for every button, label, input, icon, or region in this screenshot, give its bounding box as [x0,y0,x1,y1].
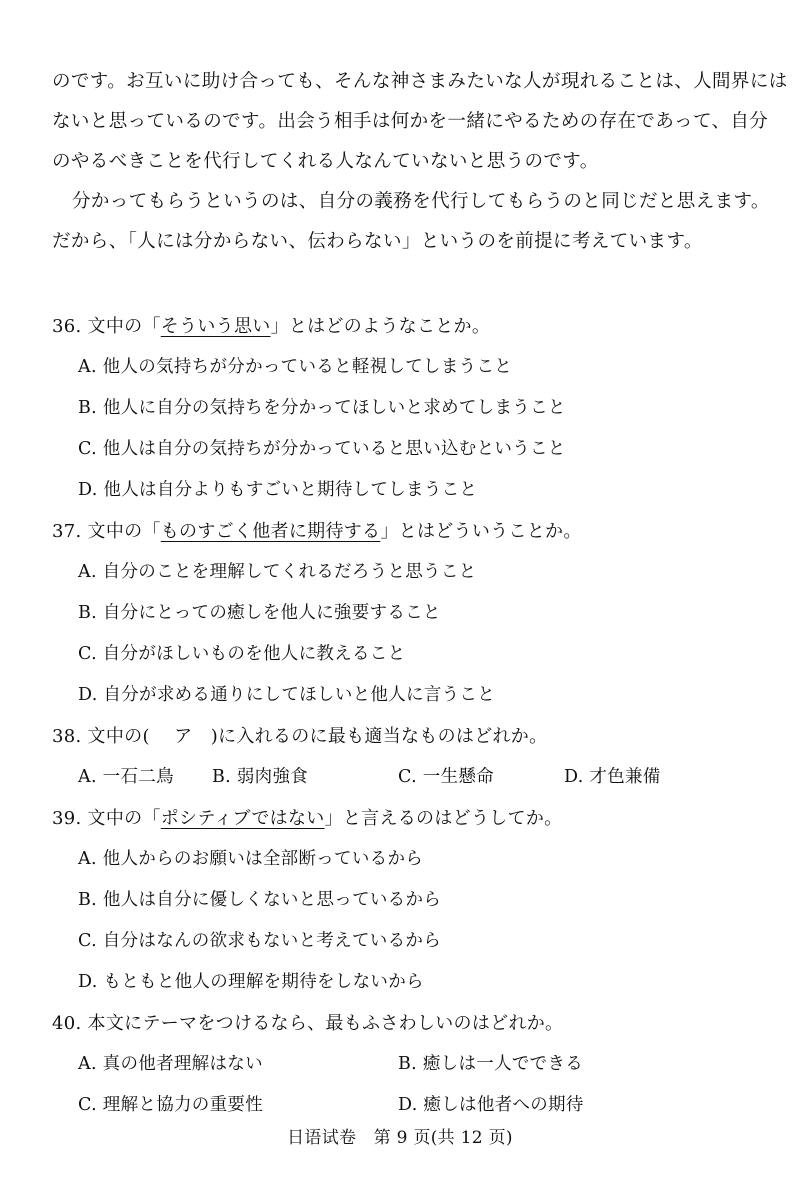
question-37-choice-d: D. 自分が求める通りにしてほしいと他人に言うこと [78,685,496,705]
question-39-quote: ポシティブではない [160,808,325,829]
question-38-stem: 38. 文中の( ア )に入れるのに最も適当なものはどれか。 [52,726,548,747]
question-36-prefix: 36. 文中の「 [52,316,161,337]
question-37-choice-a: A. 自分のことを理解してくれるだろうと思うこと [78,562,477,582]
passage-line: のです。お互いに助け合っても、そんな神さまみたいな人が現れることは、人間界には [52,71,788,92]
question-39-stem [52,798,752,839]
passage-line: ないと思っているのです。出会う相手は何かを一緒にやるための存在であって、自分 [52,111,769,132]
question-38-choice-b: B. 弱肉強食 [212,767,309,787]
passage-line: のやるべきことを代行してくれる人なんていないと思うのです。 [52,151,599,172]
question-40-choice-c: C. 理解と協力の重要性 [78,1095,263,1115]
question-37-choice-b: B. 自分にとっての癒しを他人に強要すること [78,603,441,623]
question-36-stem [52,306,752,347]
question-40-choice-a: A. 真の他者理解はない [78,1054,263,1074]
question-38-choice-d: D. 才色兼備 [564,767,661,787]
passage-line: だから、「人には分からない、伝わらない」というのを前提に考えています。 [52,231,703,252]
question-36-quote: そういう思い [160,316,271,337]
question-37-prefix: 37. 文中の「 [52,521,161,542]
question-39-prefix: 39. 文中の「 [52,808,161,829]
question-39-choice-a: A. 他人からのお願いは全部断っているから [78,849,424,869]
question-36-choice-c: C. 他人は自分の気持ちが分かっていると思い込むということ [78,439,566,459]
question-38-choice-c: C. 一生懸命 [398,767,494,787]
question-40-choices-row-1 [52,1044,752,1085]
page-footer: 日语试卷 第 9 页(共 12 页) [287,1128,513,1148]
question-40-choices-row-2 [52,1085,752,1126]
question-38-choices [52,757,752,798]
question-39-suffix: 」と言えるのはどうしてか。 [324,808,563,829]
question-36-suffix: 」とはどのようなことか。 [270,316,491,337]
question-37-suffix: 」とはどういうことか。 [380,521,582,542]
question-39-choice-b: B. 他人は自分に優しくないと思っているから [78,890,442,910]
question-39-choice-d: D. もともと他人の理解を期待をしないから [78,972,424,992]
question-40-choice-d: D. 癒しは他者への期待 [398,1095,584,1115]
question-36-choice-a: A. 他人の気持ちが分かっていると軽視してしまうこと [78,357,513,377]
question-37-quote: ものすごく他者に期待する [160,521,381,542]
question-36-choice-b: B. 他人に自分の気持ちを分かってほしいと求めてしまうこと [78,398,566,418]
question-39-choice-c: C. 自分はなんの欲求もないと考えているから [78,931,441,951]
question-40-choice-b: B. 癒しは一人でできる [398,1054,584,1074]
passage-line: 分かってもらうというのは、自分の義務を代行してもらうのと同じだと思えます。 [72,191,770,212]
question-38-choice-a: A. 一石二鳥 [78,767,174,787]
question-36-choice-d: D. 他人は自分よりもすごいと期待してしまうこと [78,480,478,500]
reading-passage [52,62,788,262]
question-37-stem [52,511,752,552]
question-list [52,306,752,1126]
question-40-stem: 40. 本文にテーマをつけるなら、最もふさわしいのはどれか。 [52,1013,564,1034]
question-37-choice-c: C. 自分がほしいものを他人に教えること [78,644,406,664]
